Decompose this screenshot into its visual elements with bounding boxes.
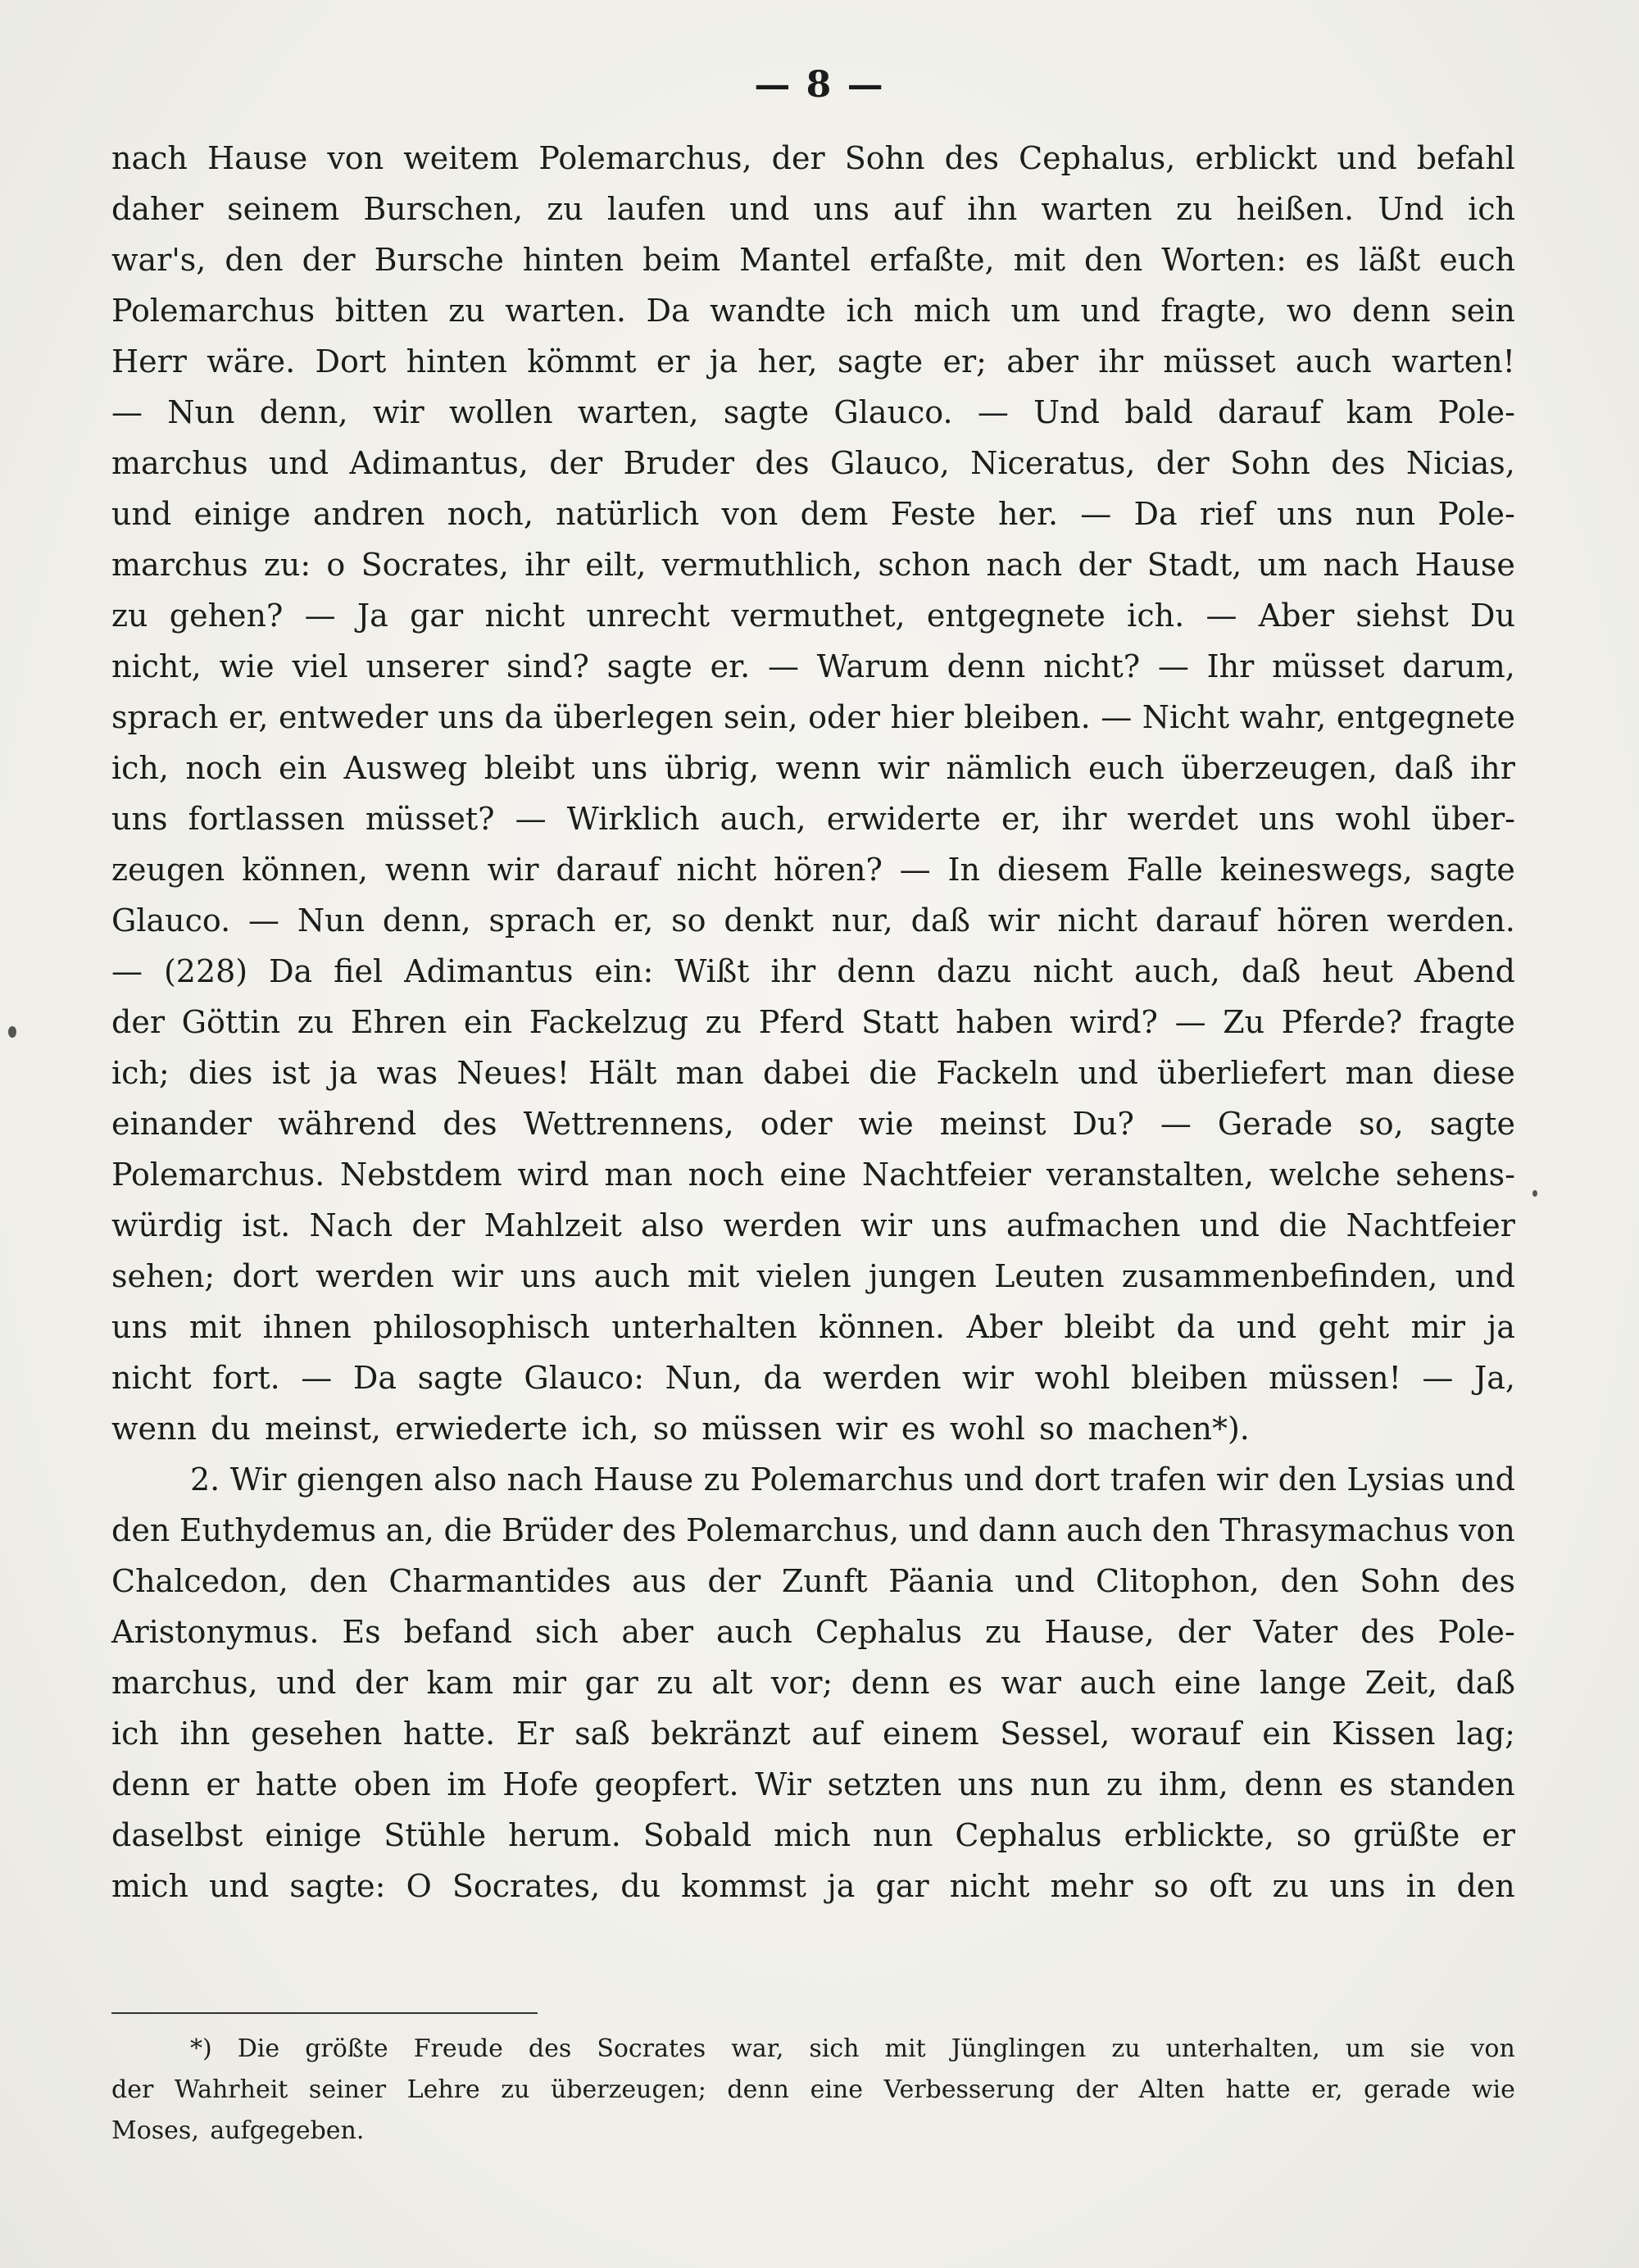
text-line: — (228) Da fiel Adimantus ein: Wißt ihr denn dazu nicht auch, daß heut Abend [111, 953, 1515, 989]
text-line: nicht fort. — Da sagte Glauco: Nun, da werden wir wohl bleiben müssen! — Ja, [111, 1360, 1515, 1396]
text-line: ich; dies ist ja was Neues! Hält man dabei die Fackeln und überliefert man diese [111, 1055, 1515, 1091]
page-number: — 8 — [754, 64, 885, 106]
footnote [111, 2029, 1515, 2152]
text-line: — Nun denn, wir wollen warten, sagte Glauco. — Und bald darauf kam Pole- [111, 394, 1515, 430]
text-line: wenn du meinst, erwiederte ich, so müssen wir es wohl so machen*). [111, 1411, 1250, 1447]
text-line: Aristonymus. Es befand sich aber auch Cephalus zu Hause, der Vater des Pole- [111, 1614, 1515, 1650]
text-line: Glauco. — Nun denn, sprach er, so denkt nur, daß wir nicht darauf hören werden. [111, 902, 1515, 939]
text-line: würdig ist. Nach der Mahlzeit also werden wir uns aufmachen und die Nachtfeier [111, 1207, 1515, 1243]
text-line: sprach er, entweder uns da überlegen sein, oder hier bleiben. — Nicht wahr, entgegnete [111, 699, 1515, 735]
footnote-line: *) Die größte Freude des Socrates war, sich mit Jünglingen zu unterhalten, um sie von [190, 2034, 1515, 2063]
text-line: Chalcedon, den Charmantides aus der Zunft Päania und Clitophon, den Sohn des [111, 1563, 1515, 1599]
text-line: zu gehen? — Ja gar nicht unrecht vermuthet, entgegnete ich. — Aber siehst Du [111, 598, 1515, 634]
text-line: Herr wäre. Dort hinten kömmt er ja her, sagte er; aber ihr müsset auch warten! [111, 343, 1515, 380]
text-line: marchus und Adimantus, der Bruder des Glauco, Niceratus, der Sohn des Nicias, [111, 445, 1515, 481]
text-line: uns mit ihnen philosophisch unterhalten können. Aber bleibt da und geht mir ja [111, 1309, 1515, 1345]
text-line: mich und sagte: O Socrates, du kommst ja gar nicht mehr so oft zu uns in den [111, 1868, 1515, 1904]
text-line: marchus zu: o Socrates, ihr eilt, vermuthlich, schon nach der Stadt, um nach Hause [111, 547, 1515, 583]
text-line: der Göttin zu Ehren ein Fackelzug zu Pferd Statt haben wird? — Zu Pferde? fragte [111, 1004, 1515, 1040]
footnote-line: der Wahrheit seiner Lehre zu überzeugen; denn eine Verbesserung der Alten hatte er, gerade wie [111, 2075, 1515, 2104]
text-line: uns fortlassen müsset? — Wirklich auch, erwiderte er, ihr werdet uns wohl über- [111, 801, 1515, 837]
text-line: daher seinem Burschen, zu laufen und uns auf ihn warten zu heißen. Und ich [111, 191, 1515, 227]
footnote-rule [111, 2012, 538, 2014]
text-line: ich ihn gesehen hatte. Er saß bekränzt auf einem Sessel, worauf ein Kissen lag; [111, 1716, 1515, 1752]
text-line: denn er hatte oben im Hofe geopfert. Wir setzten uns nun zu ihm, denn es standen [111, 1766, 1515, 1802]
text-line: und einige andren noch, natürlich von dem Feste her. — Da rief uns nun Pole- [111, 496, 1515, 532]
text-line: einander während des Wettrennens, oder wie meinst Du? — Gerade so, sagte [111, 1106, 1515, 1142]
text-line: marchus, und der kam mir gar zu alt vor; denn es war auch eine lange Zeit, daß [111, 1665, 1515, 1701]
text-line: nach Hause von weitem Polemarchus, der Sohn des Cephalus, erblickt und befahl [111, 140, 1515, 176]
text-line: Polemarchus. Nebstdem wird man noch eine Nachtfeier veranstalten, welche sehens- [111, 1157, 1515, 1193]
text-line: daselbst einige Stühle herum. Sobald mich nun Cephalus erblickte, so grüßte er [111, 1817, 1515, 1853]
footnote-line: Moses, aufgegeben. [111, 2116, 365, 2145]
text-line: war's, den der Bursche hinten beim Mantel erfaßte, mit den Worten: es läßt euch [111, 242, 1515, 278]
text-line: 2. Wir giengen also nach Hause zu Polemarchus und dort trafen wir den Lysias und [190, 1461, 1515, 1498]
main-text [111, 133, 1515, 1911]
text-line: Polemarchus bitten zu warten. Da wandte ich mich um und fragte, wo denn sein [111, 293, 1515, 329]
text-line: den Euthydemus an, die Brüder des Polemarchus, und dann auch den Thrasymachus von [111, 1512, 1515, 1548]
margin-dot [8, 1026, 16, 1038]
margin-dot [1532, 1190, 1537, 1197]
text-line: sehen; dort werden wir uns auch mit vielen jungen Leuten zusammenbefinden, und [111, 1258, 1515, 1294]
text-line: nicht, wie viel unserer sind? sagte er. — Warum denn nicht? — Ihr müsset darum, [111, 648, 1515, 684]
text-line: zeugen können, wenn wir darauf nicht hören? — In diesem Falle keineswegs, sagte [111, 852, 1515, 888]
text-line: ich, noch ein Ausweg bleibt uns übrig, wenn wir nämlich euch überzeugen, daß ihr [111, 750, 1515, 786]
